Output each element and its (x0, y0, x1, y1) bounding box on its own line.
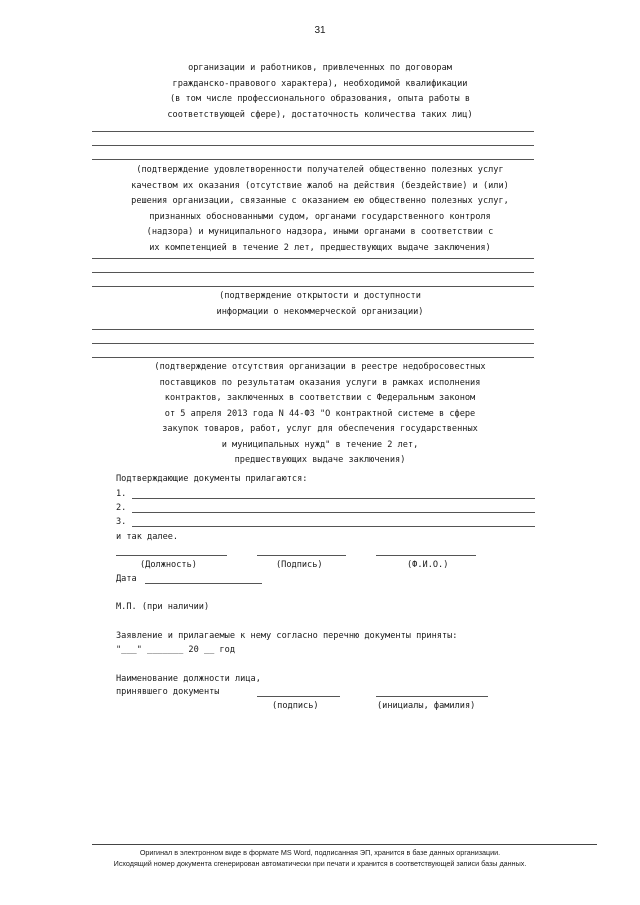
signature-caption: (Подпись) (276, 560, 323, 570)
receiver-initials-field[interactable] (376, 696, 488, 697)
fill-line[interactable] (92, 131, 534, 132)
openness-note (80, 289, 560, 320)
receiver-signature-caption: (подпись) (272, 701, 319, 711)
documents-etc: и так далее. (116, 532, 179, 542)
text-line: предшествующих выдаче заключения) (234, 455, 406, 465)
satisfaction-note (80, 163, 560, 256)
fill-line[interactable] (92, 145, 534, 146)
doc-item-3-field[interactable] (132, 526, 535, 527)
footer-line-2: Исходящий номер документа сгенерирован автоматически при печати и хранится в соответствующей записи базы данных. (113, 859, 527, 868)
receiver-position-label: Наименование должности лица, (116, 674, 261, 684)
text-line: их компетенцией в течение 2 лет, предшествующих выдаче заключения) (149, 242, 491, 253)
text-line: гражданско-правового характера), необходимой квалификации (172, 78, 468, 89)
registry-note (80, 360, 560, 469)
text-line: (в том числе профессионального образования, опыта работы в (169, 94, 471, 104)
text-line: решения организации, связанные с оказанием ею общественно полезных услуг, (131, 196, 509, 206)
doc-item-number: 3. (116, 517, 127, 527)
receiver-label: принявшего документы (116, 687, 220, 697)
doc-item-1-field[interactable] (132, 498, 535, 499)
text-line: (надзора) и муниципального надзора, иными органами в соответствии с (146, 227, 494, 237)
footer-line-1: Оригинал в электронном виде в формате MS Word, подписанная ЭП, хранится в базе данных организации. (139, 848, 501, 857)
text-line: и муниципальных нужд" в течение 2 лет, (221, 439, 419, 450)
text-line: поставщиков по результатам оказания услуги в рамках исполнения (159, 377, 481, 388)
text-line: (подтверждение удовлетворенности получателей общественно полезных услуг (136, 165, 504, 175)
signature-field[interactable] (257, 555, 346, 556)
receiver-initials-caption: (инициалы, фамилия) (377, 701, 476, 711)
fio-field[interactable] (376, 555, 476, 556)
doc-item-number: 1. (116, 489, 127, 499)
accepted-date: "___" _______ 20 __ год (116, 645, 235, 655)
text-line: соответствующей сфере), достаточность количества таких лиц) (167, 109, 473, 120)
text-line: от 5 апреля 2013 года N 44-ФЗ "О контрактной системе в сфере (164, 408, 476, 419)
text-line: контрактов, заключенных в соответствии с Федеральным законом (164, 393, 476, 403)
fio-caption: (Ф.И.О.) (407, 560, 449, 570)
documents-heading: Подтверждающие документы прилагаются: (116, 474, 308, 484)
fill-line[interactable] (92, 357, 534, 358)
text-line: (подтверждение отсутствия организации в реестре недобросовестных (154, 362, 486, 372)
doc-item-number: 2. (116, 503, 127, 513)
text-line: закупок товаров, работ, услуг для обеспечения государственных (162, 424, 478, 434)
fill-line[interactable] (92, 272, 534, 273)
qualification-note (80, 61, 560, 123)
position-caption: (Должность) (140, 560, 197, 570)
text-line: (подтверждение открытости и доступности (219, 291, 421, 301)
fill-line[interactable] (92, 329, 534, 330)
date-label: Дата (116, 574, 137, 584)
text-line: информации о некоммерческой организации) (216, 306, 424, 317)
text-line: качеством их оказания (отсутствие жалоб на действия (бездействие) и (или) (131, 180, 509, 191)
accepted-statement: Заявление и прилагаемые к нему согласно перечню документы приняты: (116, 631, 458, 641)
doc-item-2-field[interactable] (132, 512, 535, 513)
page-number: 31 (314, 25, 326, 36)
fill-line[interactable] (92, 343, 534, 344)
text-line: организации и работников, привлеченных по договорам (188, 63, 452, 73)
date-field[interactable] (145, 583, 262, 584)
fill-line[interactable] (92, 258, 534, 259)
stamp-label: М.П. (при наличии) (116, 602, 210, 612)
receiver-signature-field[interactable] (257, 696, 340, 697)
fill-line[interactable] (92, 286, 534, 287)
footer-divider (92, 844, 597, 845)
text-line: признанных обоснованными судом, органами государственного контроля (149, 211, 491, 222)
position-field[interactable] (116, 555, 227, 556)
fill-line[interactable] (92, 159, 534, 160)
